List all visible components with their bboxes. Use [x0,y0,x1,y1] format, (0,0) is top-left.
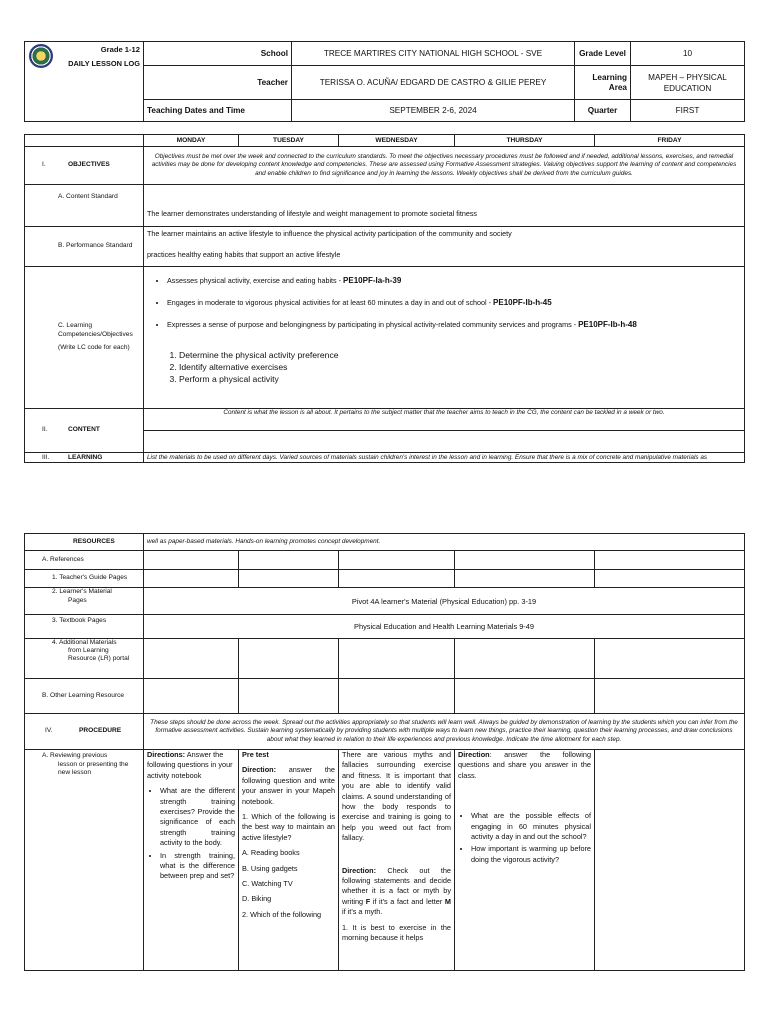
specific-objective: 3. Perform a physical activity [179,373,741,385]
other-resource-label: B. Other Learning Resource [25,679,144,714]
thursday-question: • What are the possible effects of engaging in 60 minutes physical activity a day in and out the school? [471,811,591,842]
procedure-label: IV. PROCEDURE [25,714,144,750]
competency-item: • Assesses physical activity, exercise and eating habits - PE10PF-Ia-h-39 [167,276,741,285]
lesson-table-page-1 [24,134,745,463]
tuesday-option: C. Watching TV [242,879,293,889]
specific-objective: 2. Identify alternative exercises [179,361,741,373]
learning-resources-label: RESOURCES [25,534,144,551]
competency-item: • Engages in moderate to vigorous physical activities for at least 60 minutes a day in and out of school - PE10PF-Ib-h-45 [167,298,741,307]
school-label: School [144,42,292,66]
thursday-activity: Direction: answer the following questions and share you answer in the class. • What are the possible effects of engaging in 60 minutes physical activity a day in and out the school? • How important is warming up before doing the vigorous activity? [455,750,595,971]
objectives-label: I. OBJECTIVES [25,147,144,185]
teachers-guide-label: 1. Teacher's Guide Pages [25,570,144,588]
day-thursday: THURSDAY [455,135,595,147]
tuesday-activity: Pre test Direction: answer the following question and write your answer in your Mapeh notebook. 1. Which of the following is the best way to maintain an active lifestyle? A. Reading books B. Using gadgets C. Watching TV D. Biking 2. Which of the following [239,750,339,971]
tuesday-question: 1. Which of the following is the best way to maintain an active lifestyle? [242,812,335,842]
content-standard-value: The learner demonstrates understanding of lifestyle and weight management to promote societal fitness [144,185,745,227]
competency-list [147,276,741,329]
textbook-label: 3. Textbook Pages [25,615,144,639]
dates-label: Teaching Dates and Time [144,100,292,122]
monday-question: • What are the different strength training exercises? Provide the significance of each strength training activity to the body. [160,786,235,848]
teacher-value: TERISSA O. ACUÑA/ EDGARD DE CASTRO & GILIE PEREY [292,66,575,100]
performance-standard-value: The learner maintains an active lifestyle to influence the physical activity participation of the community and society practices healthy eating habits that support an active lifestyle [144,227,745,267]
tuesday-option: D. Biking [242,894,272,904]
specific-objective: 1. Determine the physical activity preference [179,349,741,361]
thursday-question: • How important is warming up before doing the vigorous activity? [471,844,591,865]
learning-note-2: well as paper-based materials. Hands-on learning promotes concept development. [144,534,745,551]
content-value [144,431,745,453]
performance-standard-label: B. Performance Standard [25,227,144,267]
specific-objectives-list [147,349,741,385]
competency-item: • Expresses a sense of purpose and belongingness by participating in physical activity-related community services and programs - PE10PF-Ib-h-48 [167,320,741,329]
school-value: TRECE MARTIRES CITY NATIONAL HIGH SCHOOL - SVE [292,42,575,66]
day-wednesday: WEDNESDAY [339,135,455,147]
wednesday-activity: There are various myths and fallacies surrounding exercise and fitness. It is important that you are able to identify valid claims. A sound understanding of how the body responds to exercise and training is going to help you weed out fact from fallacy. Direction: Check out the following statements and decide whether it is a fact or myth by writing F if it's a fact and letter M if it's a myth. 1. It is best to exercise in the morning because it helps [339,750,455,971]
deped-seal-icon [29,44,53,68]
competencies-label: C. Learning Competencies/Objectives (Write LC code for each) [25,267,144,409]
teacher-label: Teacher [144,66,292,100]
references-label: A. References [25,551,144,570]
reviewing-lesson-label: A. Reviewing previous lesson or presenting the new lesson [25,750,144,971]
tuesday-question: 2. Which of the following [242,909,322,919]
day-monday: MONDAY [144,135,239,147]
header-table [24,41,745,122]
grade-level-value: 10 [631,42,745,66]
friday-activity [595,750,745,971]
grade-level-label: Grade Level [575,42,631,66]
content-standard-label: A. Content Standard [25,185,144,227]
additional-materials-label: 4. Additional Materials from Learning Resource (LR) portal [25,639,144,679]
content-label: II. CONTENT [25,409,144,453]
textbook-value: Physical Education and Health Learning Materials 9-49 [144,615,745,639]
learners-material-value: Pivot 4A learner's Material (Physical Education) pp. 3-19 [144,588,745,615]
monday-question: • In strength training, what is the difference between prep and set? [160,851,235,882]
lesson-table-page-2 [24,533,745,971]
learning-note-1: List the materials to be used on different days. Varied sources of materials sustain children's interest in the lesson and in learning. Ensure that there is a mix of concrete and manipulative materials as [144,453,745,463]
quarter-label: Quarter [575,100,631,122]
objectives-note: Objectives must be met over the week and connected to the curriculum standards. To meet the objectives necessary procedures must be followed and if needed, additional lessons, exercises, and remedial activities may be done for developing content knowledge and competencies. These are assessed using Formative Assessment strategies. Valuing objectives support the learning of content and competencies and enable children to find significance and joy in learning the lessons. Weekly objectives shall be derived from the curriculum guides. [144,147,745,185]
day-header-row [25,135,745,147]
monday-activity: Directions: Answer the following questions in your activity notebook • What are the different strength training exercises? Provide the significance of each strength training activity to the body. • In strength training, what is the difference between prep and set? [144,750,239,971]
tuesday-option: A. Reading books [242,848,300,858]
learning-area-value: MAPEH – PHYSICAL EDUCATION [631,66,745,100]
learners-material-label: 2. Learner's Material Pages [25,588,144,615]
tuesday-option: B. Using gadgets [242,863,298,873]
log-title: DAILY LESSON LOG [68,59,140,68]
learning-label: III. LEARNING [25,453,144,463]
day-friday: FRIDAY [595,135,745,147]
wednesday-statement: 1. It is best to exercise in the morning because it helps [342,922,451,943]
day-tuesday: TUESDAY [239,135,339,147]
competencies-value [144,267,745,409]
procedure-note: These steps should be done across the week. Spread out the activities appropriately so that students will learn well. Always be guided by demonstration of learning by the students which you can infer from the formative assessment activities. Sustain learning systematically by providing students with multiple ways to learn new things, practice their learning, question their learning processes, and draw conclusions about what they learned in relation to their life experiences and previous knowledge. Indicate the time allotment for each step. [144,714,745,750]
dates-value: SEPTEMBER 2-6, 2024 [292,100,575,122]
learning-area-label: Learning Area [575,66,631,100]
content-note: Content is what the lesson is all about. It pertains to the subject matter that the teacher aims to teach in the CG, the content can be tackled in a week or two. [144,409,745,431]
grade-range: Grade 1-12 [100,45,140,54]
quarter-value: FIRST [631,100,745,122]
header-brand-cell [25,42,144,100]
